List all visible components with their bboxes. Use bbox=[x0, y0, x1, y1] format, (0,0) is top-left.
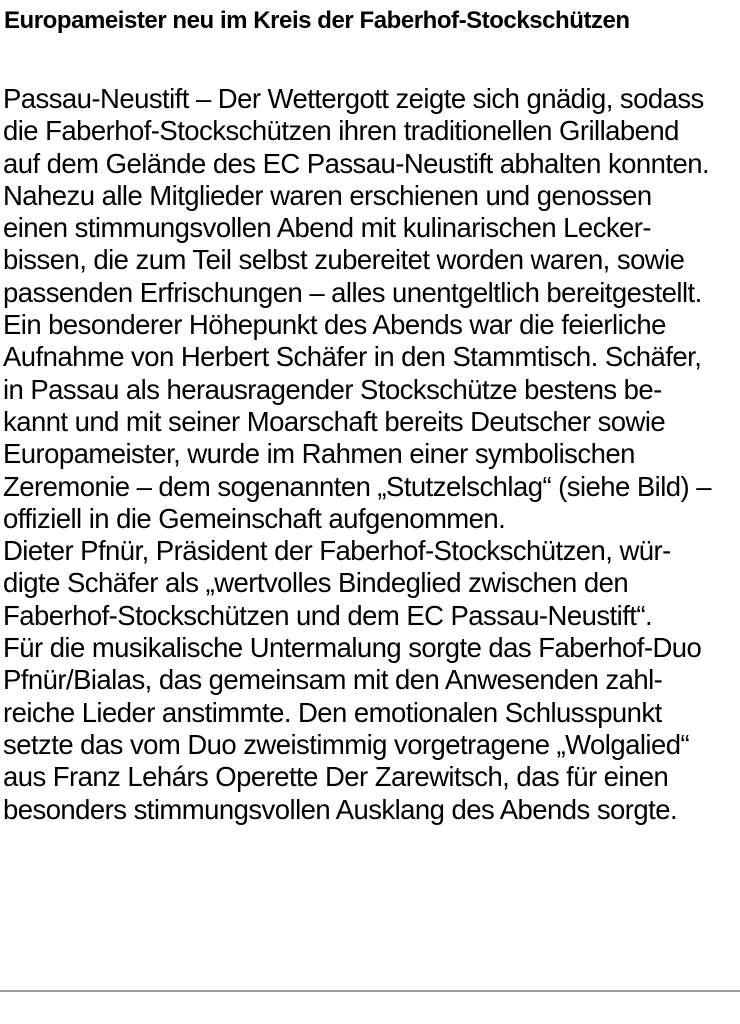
article-line: Pfnür/Bialas, das gemeinsam mit den Anwesenden zahl- bbox=[3, 664, 663, 696]
article-line: Nahezu alle Mitglieder waren erschienen und genossen bbox=[3, 179, 652, 211]
article-line: Dieter Pfnür, Präsident der Faberhof-Stockschützen, wür- bbox=[3, 535, 671, 567]
article-line: in Passau als herausragender Stockschütze bestens be- bbox=[3, 373, 662, 405]
article-line: passenden Erfrischungen – alles unentgeltlich bereitgestellt. bbox=[3, 276, 702, 308]
article-line: offiziell in die Gemeinschaft aufgenommen. bbox=[3, 502, 506, 534]
article-line: Für die musikalische Untermalung sorgte das Faberhof-Duo bbox=[3, 632, 702, 664]
article-line: Faberhof-Stockschützen und dem EC Passau-Neustift“. bbox=[3, 599, 653, 631]
article-line: einen stimmungsvollen Abend mit kulinarischen Lecker- bbox=[3, 212, 651, 244]
article-line: Zeremonie – dem sogenannten „Stutzelschlag“ (siehe Bild) – bbox=[3, 470, 711, 502]
article-line: besonders stimmungsvollen Ausklang des Abends sorgte. bbox=[3, 793, 678, 825]
article-line: bissen, die zum Teil selbst zubereitet worden waren, sowie bbox=[3, 244, 685, 276]
bottom-divider bbox=[0, 990, 740, 992]
article-line: Europameister, wurde im Rahmen einer symbolischen bbox=[3, 438, 635, 470]
article-line: Passau-Neustift – Der Wettergott zeigte sich gnädig, sodass bbox=[3, 83, 704, 114]
article-line: kannt und mit seiner Moarschaft bereits Deutscher sowie bbox=[3, 405, 666, 437]
article-line: Aufnahme von Herbert Schäfer in den Stammtisch. Schäfer, bbox=[3, 341, 702, 373]
article-line: setzte das vom Duo zweistimmig vorgetragene „Wolgalied“ bbox=[3, 728, 690, 760]
article-line: reiche Lieder anstimmte. Den emotionalen Schlusspunkt bbox=[3, 696, 662, 728]
article-body bbox=[3, 83, 711, 826]
article-line: auf dem Gelände des EC Passau-Neustift abhalten konnten. bbox=[3, 147, 710, 179]
article-line: Ein besonderer Höhepunkt des Abends war die feierliche bbox=[3, 309, 666, 341]
article-line: aus Franz Lehárs Operette Der Zarewitsch, das für einen bbox=[3, 761, 669, 793]
article-headline: Europameister neu im Kreis der Faberhof-Stockschützen bbox=[4, 7, 630, 34]
article-line: digte Schäfer als „wertvolles Bindeglied zwischen den bbox=[3, 567, 629, 599]
article-line: die Faberhof-Stockschützen ihren traditionellen Grillabend bbox=[3, 115, 679, 147]
